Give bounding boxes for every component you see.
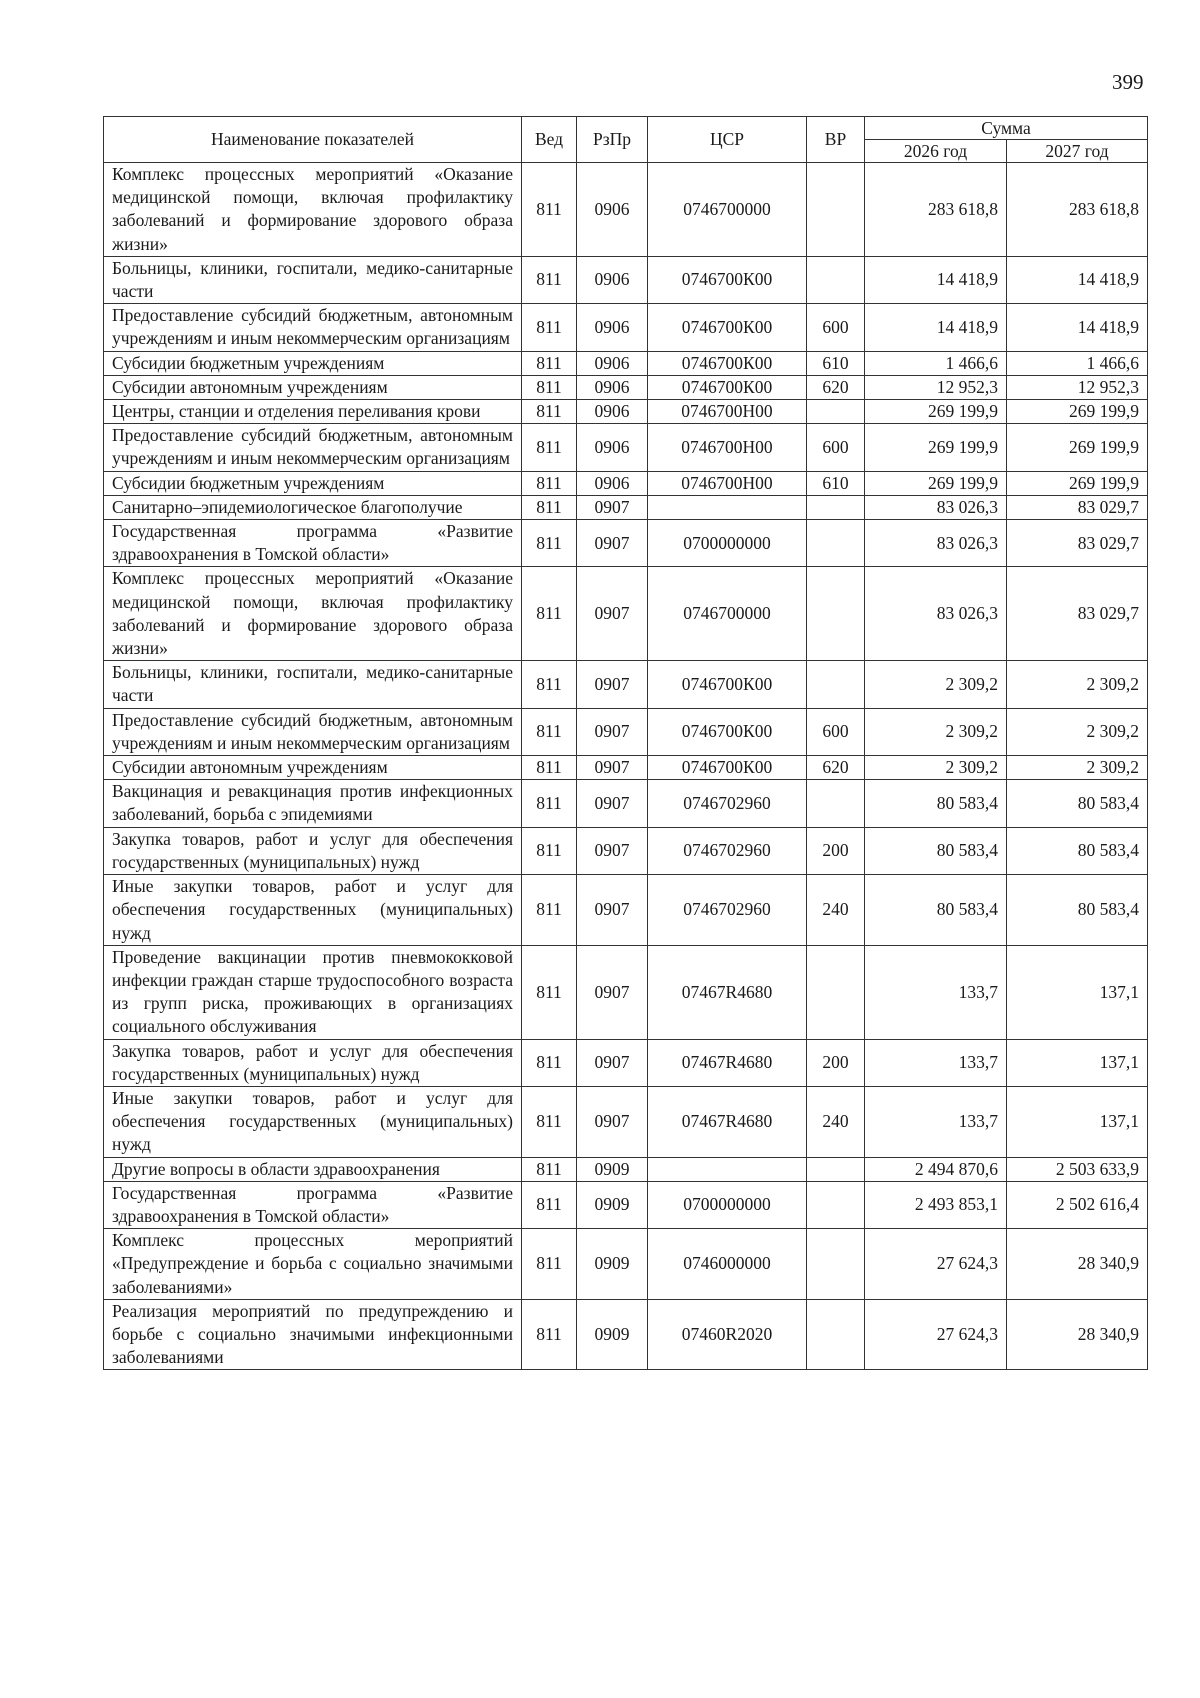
- cell-name: Субсидии автономным учреждениям: [104, 375, 522, 399]
- cell-csr: 0746000000: [648, 1229, 807, 1300]
- cell-amount-2026: 133,7: [865, 945, 1007, 1039]
- cell-name: Комплекс процессных мероприятий «Оказание медицинской помощи, включая профилактику заболеваний и формирование здорового образа жизни»: [104, 567, 522, 661]
- cell-vr: [807, 1157, 865, 1181]
- table-body: [104, 163, 1148, 1370]
- cell-vr: [807, 400, 865, 424]
- header-name: Наименование показателей: [104, 117, 522, 163]
- cell-name: Иные закупки товаров, работ и услуг для обеспечения государственных (муниципальных) нужд: [104, 875, 522, 946]
- cell-ved: 811: [522, 375, 577, 399]
- table-row: [104, 351, 1148, 375]
- cell-name: Санитарно–эпидемиологическое благополучие: [104, 495, 522, 519]
- cell-name: Закупка товаров, работ и услуг для обеспечения государственных (муниципальных) нужд: [104, 827, 522, 874]
- cell-name: Государственная программа «Развитие здравоохранения в Томской области»: [104, 1181, 522, 1228]
- header-year-2026: 2026 год: [865, 140, 1007, 163]
- cell-amount-2026: 83 026,3: [865, 567, 1007, 661]
- cell-ved: 811: [522, 780, 577, 827]
- cell-amount-2027: 2 309,2: [1007, 756, 1148, 780]
- cell-vr: 200: [807, 1039, 865, 1086]
- cell-vr: [807, 520, 865, 567]
- cell-amount-2026: 2 309,2: [865, 661, 1007, 708]
- cell-vr: [807, 163, 865, 257]
- cell-amount-2026: 2 493 853,1: [865, 1181, 1007, 1228]
- cell-csr: 0746700К00: [648, 351, 807, 375]
- cell-rzpr: 0907: [577, 567, 648, 661]
- table-row: [104, 756, 1148, 780]
- cell-csr: 0746700К00: [648, 661, 807, 708]
- cell-rzpr: 0909: [577, 1181, 648, 1228]
- cell-csr: 0746700000: [648, 567, 807, 661]
- cell-name: Центры, станции и отделения переливания крови: [104, 400, 522, 424]
- table-row: [104, 424, 1148, 471]
- cell-rzpr: 0909: [577, 1299, 648, 1370]
- cell-amount-2026: 269 199,9: [865, 400, 1007, 424]
- header-rzpr: РзПр: [577, 117, 648, 163]
- cell-ved: 811: [522, 1181, 577, 1228]
- table-row: [104, 1157, 1148, 1181]
- cell-amount-2027: 269 199,9: [1007, 424, 1148, 471]
- cell-amount-2027: 137,1: [1007, 945, 1148, 1039]
- cell-vr: 240: [807, 1086, 865, 1157]
- cell-rzpr: 0907: [577, 495, 648, 519]
- cell-ved: 811: [522, 875, 577, 946]
- cell-amount-2026: 80 583,4: [865, 827, 1007, 874]
- cell-csr: 07467R4680: [648, 1086, 807, 1157]
- cell-ved: 811: [522, 495, 577, 519]
- table-row: [104, 256, 1148, 303]
- cell-name: Реализация мероприятий по предупреждению и борьбе с социально значимыми инфекционными заболеваниями: [104, 1299, 522, 1370]
- cell-rzpr: 0907: [577, 827, 648, 874]
- table-row: [104, 827, 1148, 874]
- cell-amount-2027: 283 618,8: [1007, 163, 1148, 257]
- cell-vr: [807, 780, 865, 827]
- cell-amount-2026: 83 026,3: [865, 520, 1007, 567]
- cell-amount-2026: 80 583,4: [865, 875, 1007, 946]
- cell-amount-2026: 269 199,9: [865, 424, 1007, 471]
- cell-vr: [807, 256, 865, 303]
- table-row: [104, 1229, 1148, 1300]
- header-csr: ЦСР: [648, 117, 807, 163]
- table-row: [104, 1086, 1148, 1157]
- cell-csr: 07467R4680: [648, 945, 807, 1039]
- cell-amount-2026: 2 309,2: [865, 756, 1007, 780]
- header-vr: ВР: [807, 117, 865, 163]
- cell-csr: 0700000000: [648, 520, 807, 567]
- cell-csr: 0746700К00: [648, 375, 807, 399]
- page-number: 399: [1112, 70, 1144, 94]
- cell-amount-2027: 14 418,9: [1007, 256, 1148, 303]
- cell-csr: 0746700К00: [648, 304, 807, 351]
- cell-name: Иные закупки товаров, работ и услуг для обеспечения государственных (муниципальных) нужд: [104, 1086, 522, 1157]
- cell-ved: 811: [522, 1299, 577, 1370]
- cell-csr: 0700000000: [648, 1181, 807, 1228]
- cell-amount-2027: 2 309,2: [1007, 661, 1148, 708]
- cell-amount-2027: 14 418,9: [1007, 304, 1148, 351]
- cell-csr: [648, 1157, 807, 1181]
- cell-rzpr: 0909: [577, 1229, 648, 1300]
- cell-rzpr: 0907: [577, 661, 648, 708]
- cell-amount-2027: 28 340,9: [1007, 1299, 1148, 1370]
- cell-csr: 0746700000: [648, 163, 807, 257]
- header-sum: Сумма: [865, 117, 1148, 140]
- cell-ved: 811: [522, 1157, 577, 1181]
- cell-csr: 0746700К00: [648, 708, 807, 755]
- cell-csr: 0746700К00: [648, 756, 807, 780]
- cell-vr: [807, 945, 865, 1039]
- cell-vr: 620: [807, 756, 865, 780]
- table-row: [104, 375, 1148, 399]
- budget-table: [103, 116, 1148, 1370]
- cell-name: Государственная программа «Развитие здравоохранения в Томской области»: [104, 520, 522, 567]
- cell-amount-2026: 14 418,9: [865, 304, 1007, 351]
- cell-amount-2026: 133,7: [865, 1039, 1007, 1086]
- cell-name: Субсидии бюджетным учреждениям: [104, 351, 522, 375]
- cell-amount-2027: 2 309,2: [1007, 708, 1148, 755]
- cell-amount-2027: 2 502 616,4: [1007, 1181, 1148, 1228]
- cell-amount-2026: 14 418,9: [865, 256, 1007, 303]
- cell-rzpr: 0906: [577, 375, 648, 399]
- table-row: [104, 567, 1148, 661]
- table-row: [104, 661, 1148, 708]
- cell-amount-2026: 12 952,3: [865, 375, 1007, 399]
- cell-vr: 600: [807, 424, 865, 471]
- cell-name: Больницы, клиники, госпитали, медико-санитарные части: [104, 256, 522, 303]
- cell-csr: 0746700Н00: [648, 424, 807, 471]
- cell-name: Субсидии бюджетным учреждениям: [104, 471, 522, 495]
- cell-amount-2027: 80 583,4: [1007, 875, 1148, 946]
- cell-ved: 811: [522, 1039, 577, 1086]
- cell-rzpr: 0909: [577, 1157, 648, 1181]
- cell-name: Субсидии автономным учреждениям: [104, 756, 522, 780]
- cell-csr: 07467R4680: [648, 1039, 807, 1086]
- cell-name: Предоставление субсидий бюджетным, автономным учреждениям и иным некоммерческим организациям: [104, 424, 522, 471]
- cell-rzpr: 0906: [577, 400, 648, 424]
- cell-rzpr: 0906: [577, 424, 648, 471]
- cell-ved: 811: [522, 351, 577, 375]
- cell-vr: [807, 567, 865, 661]
- cell-name: Закупка товаров, работ и услуг для обеспечения государственных (муниципальных) нужд: [104, 1039, 522, 1086]
- cell-csr: 0746700Н00: [648, 471, 807, 495]
- cell-vr: [807, 495, 865, 519]
- cell-ved: 811: [522, 471, 577, 495]
- table-row: [104, 1299, 1148, 1370]
- table-row: [104, 495, 1148, 519]
- cell-vr: 610: [807, 351, 865, 375]
- table-row: [104, 780, 1148, 827]
- cell-amount-2027: 83 029,7: [1007, 495, 1148, 519]
- table-row: [104, 520, 1148, 567]
- cell-amount-2026: 80 583,4: [865, 780, 1007, 827]
- cell-ved: 811: [522, 945, 577, 1039]
- cell-name: Комплекс процессных мероприятий «Предупреждение и борьба с социально значимыми заболеваниями»: [104, 1229, 522, 1300]
- cell-amount-2026: 2 309,2: [865, 708, 1007, 755]
- cell-vr: 200: [807, 827, 865, 874]
- cell-amount-2026: 1 466,6: [865, 351, 1007, 375]
- cell-csr: 0746700Н00: [648, 400, 807, 424]
- table-row: [104, 163, 1148, 257]
- cell-ved: 811: [522, 1086, 577, 1157]
- cell-csr: 0746702960: [648, 875, 807, 946]
- cell-amount-2026: 133,7: [865, 1086, 1007, 1157]
- cell-rzpr: 0907: [577, 1086, 648, 1157]
- cell-ved: 811: [522, 827, 577, 874]
- cell-amount-2027: 28 340,9: [1007, 1229, 1148, 1300]
- cell-vr: 620: [807, 375, 865, 399]
- cell-ved: 811: [522, 661, 577, 708]
- cell-csr: 0746702960: [648, 827, 807, 874]
- cell-ved: 811: [522, 400, 577, 424]
- cell-csr: 0746702960: [648, 780, 807, 827]
- cell-name: Вакцинация и ревакцинация против инфекционных заболеваний, борьба с эпидемиями: [104, 780, 522, 827]
- table-row: [104, 304, 1148, 351]
- cell-vr: [807, 1299, 865, 1370]
- table-row: [104, 471, 1148, 495]
- cell-ved: 811: [522, 163, 577, 257]
- cell-csr: 07460R2020: [648, 1299, 807, 1370]
- cell-vr: [807, 661, 865, 708]
- cell-ved: 811: [522, 756, 577, 780]
- cell-name: Комплекс процессных мероприятий «Оказание медицинской помощи, включая профилактику заболеваний и формирование здорового образа жизни»: [104, 163, 522, 257]
- cell-amount-2027: 269 199,9: [1007, 400, 1148, 424]
- cell-amount-2027: 137,1: [1007, 1086, 1148, 1157]
- cell-name: Больницы, клиники, госпитали, медико-санитарные части: [104, 661, 522, 708]
- cell-name: Проведение вакцинации против пневмококковой инфекции граждан старше трудоспособного возраста из групп риска, проживающих в организациях социального обслуживания: [104, 945, 522, 1039]
- table-row: [104, 708, 1148, 755]
- cell-rzpr: 0907: [577, 708, 648, 755]
- cell-ved: 811: [522, 708, 577, 755]
- cell-rzpr: 0907: [577, 520, 648, 567]
- cell-rzpr: 0906: [577, 351, 648, 375]
- cell-amount-2027: 83 029,7: [1007, 567, 1148, 661]
- cell-vr: 240: [807, 875, 865, 946]
- cell-rzpr: 0906: [577, 471, 648, 495]
- cell-amount-2027: 80 583,4: [1007, 827, 1148, 874]
- cell-amount-2026: 83 026,3: [865, 495, 1007, 519]
- cell-rzpr: 0907: [577, 780, 648, 827]
- cell-ved: 811: [522, 424, 577, 471]
- cell-rzpr: 0906: [577, 163, 648, 257]
- cell-ved: 811: [522, 1229, 577, 1300]
- cell-name: Предоставление субсидий бюджетным, автономным учреждениям и иным некоммерческим организациям: [104, 708, 522, 755]
- cell-vr: 600: [807, 708, 865, 755]
- cell-amount-2027: 12 952,3: [1007, 375, 1148, 399]
- cell-csr: 0746700К00: [648, 256, 807, 303]
- cell-amount-2026: 27 624,3: [865, 1299, 1007, 1370]
- cell-amount-2027: 2 503 633,9: [1007, 1157, 1148, 1181]
- cell-ved: 811: [522, 520, 577, 567]
- cell-name: Предоставление субсидий бюджетным, автономным учреждениям и иным некоммерческим организациям: [104, 304, 522, 351]
- cell-csr: [648, 495, 807, 519]
- cell-name: Другие вопросы в области здравоохранения: [104, 1157, 522, 1181]
- cell-amount-2026: 283 618,8: [865, 163, 1007, 257]
- cell-amount-2027: 83 029,7: [1007, 520, 1148, 567]
- table-row: [104, 875, 1148, 946]
- cell-vr: 610: [807, 471, 865, 495]
- cell-rzpr: 0906: [577, 256, 648, 303]
- table-row: [104, 1181, 1148, 1228]
- cell-rzpr: 0907: [577, 875, 648, 946]
- cell-rzpr: 0907: [577, 1039, 648, 1086]
- header-year-2027: 2027 год: [1007, 140, 1148, 163]
- cell-vr: [807, 1229, 865, 1300]
- cell-amount-2026: 27 624,3: [865, 1229, 1007, 1300]
- cell-amount-2027: 137,1: [1007, 1039, 1148, 1086]
- cell-amount-2027: 1 466,6: [1007, 351, 1148, 375]
- table-row: [104, 1039, 1148, 1086]
- cell-amount-2026: 2 494 870,6: [865, 1157, 1007, 1181]
- cell-amount-2026: 269 199,9: [865, 471, 1007, 495]
- table-row: [104, 400, 1148, 424]
- cell-rzpr: 0906: [577, 304, 648, 351]
- cell-rzpr: 0907: [577, 945, 648, 1039]
- cell-ved: 811: [522, 256, 577, 303]
- header-ved: Вед: [522, 117, 577, 163]
- cell-ved: 811: [522, 567, 577, 661]
- cell-amount-2027: 80 583,4: [1007, 780, 1148, 827]
- cell-rzpr: 0907: [577, 756, 648, 780]
- cell-vr: [807, 1181, 865, 1228]
- cell-vr: 600: [807, 304, 865, 351]
- table-row: [104, 945, 1148, 1039]
- cell-ved: 811: [522, 304, 577, 351]
- cell-amount-2027: 269 199,9: [1007, 471, 1148, 495]
